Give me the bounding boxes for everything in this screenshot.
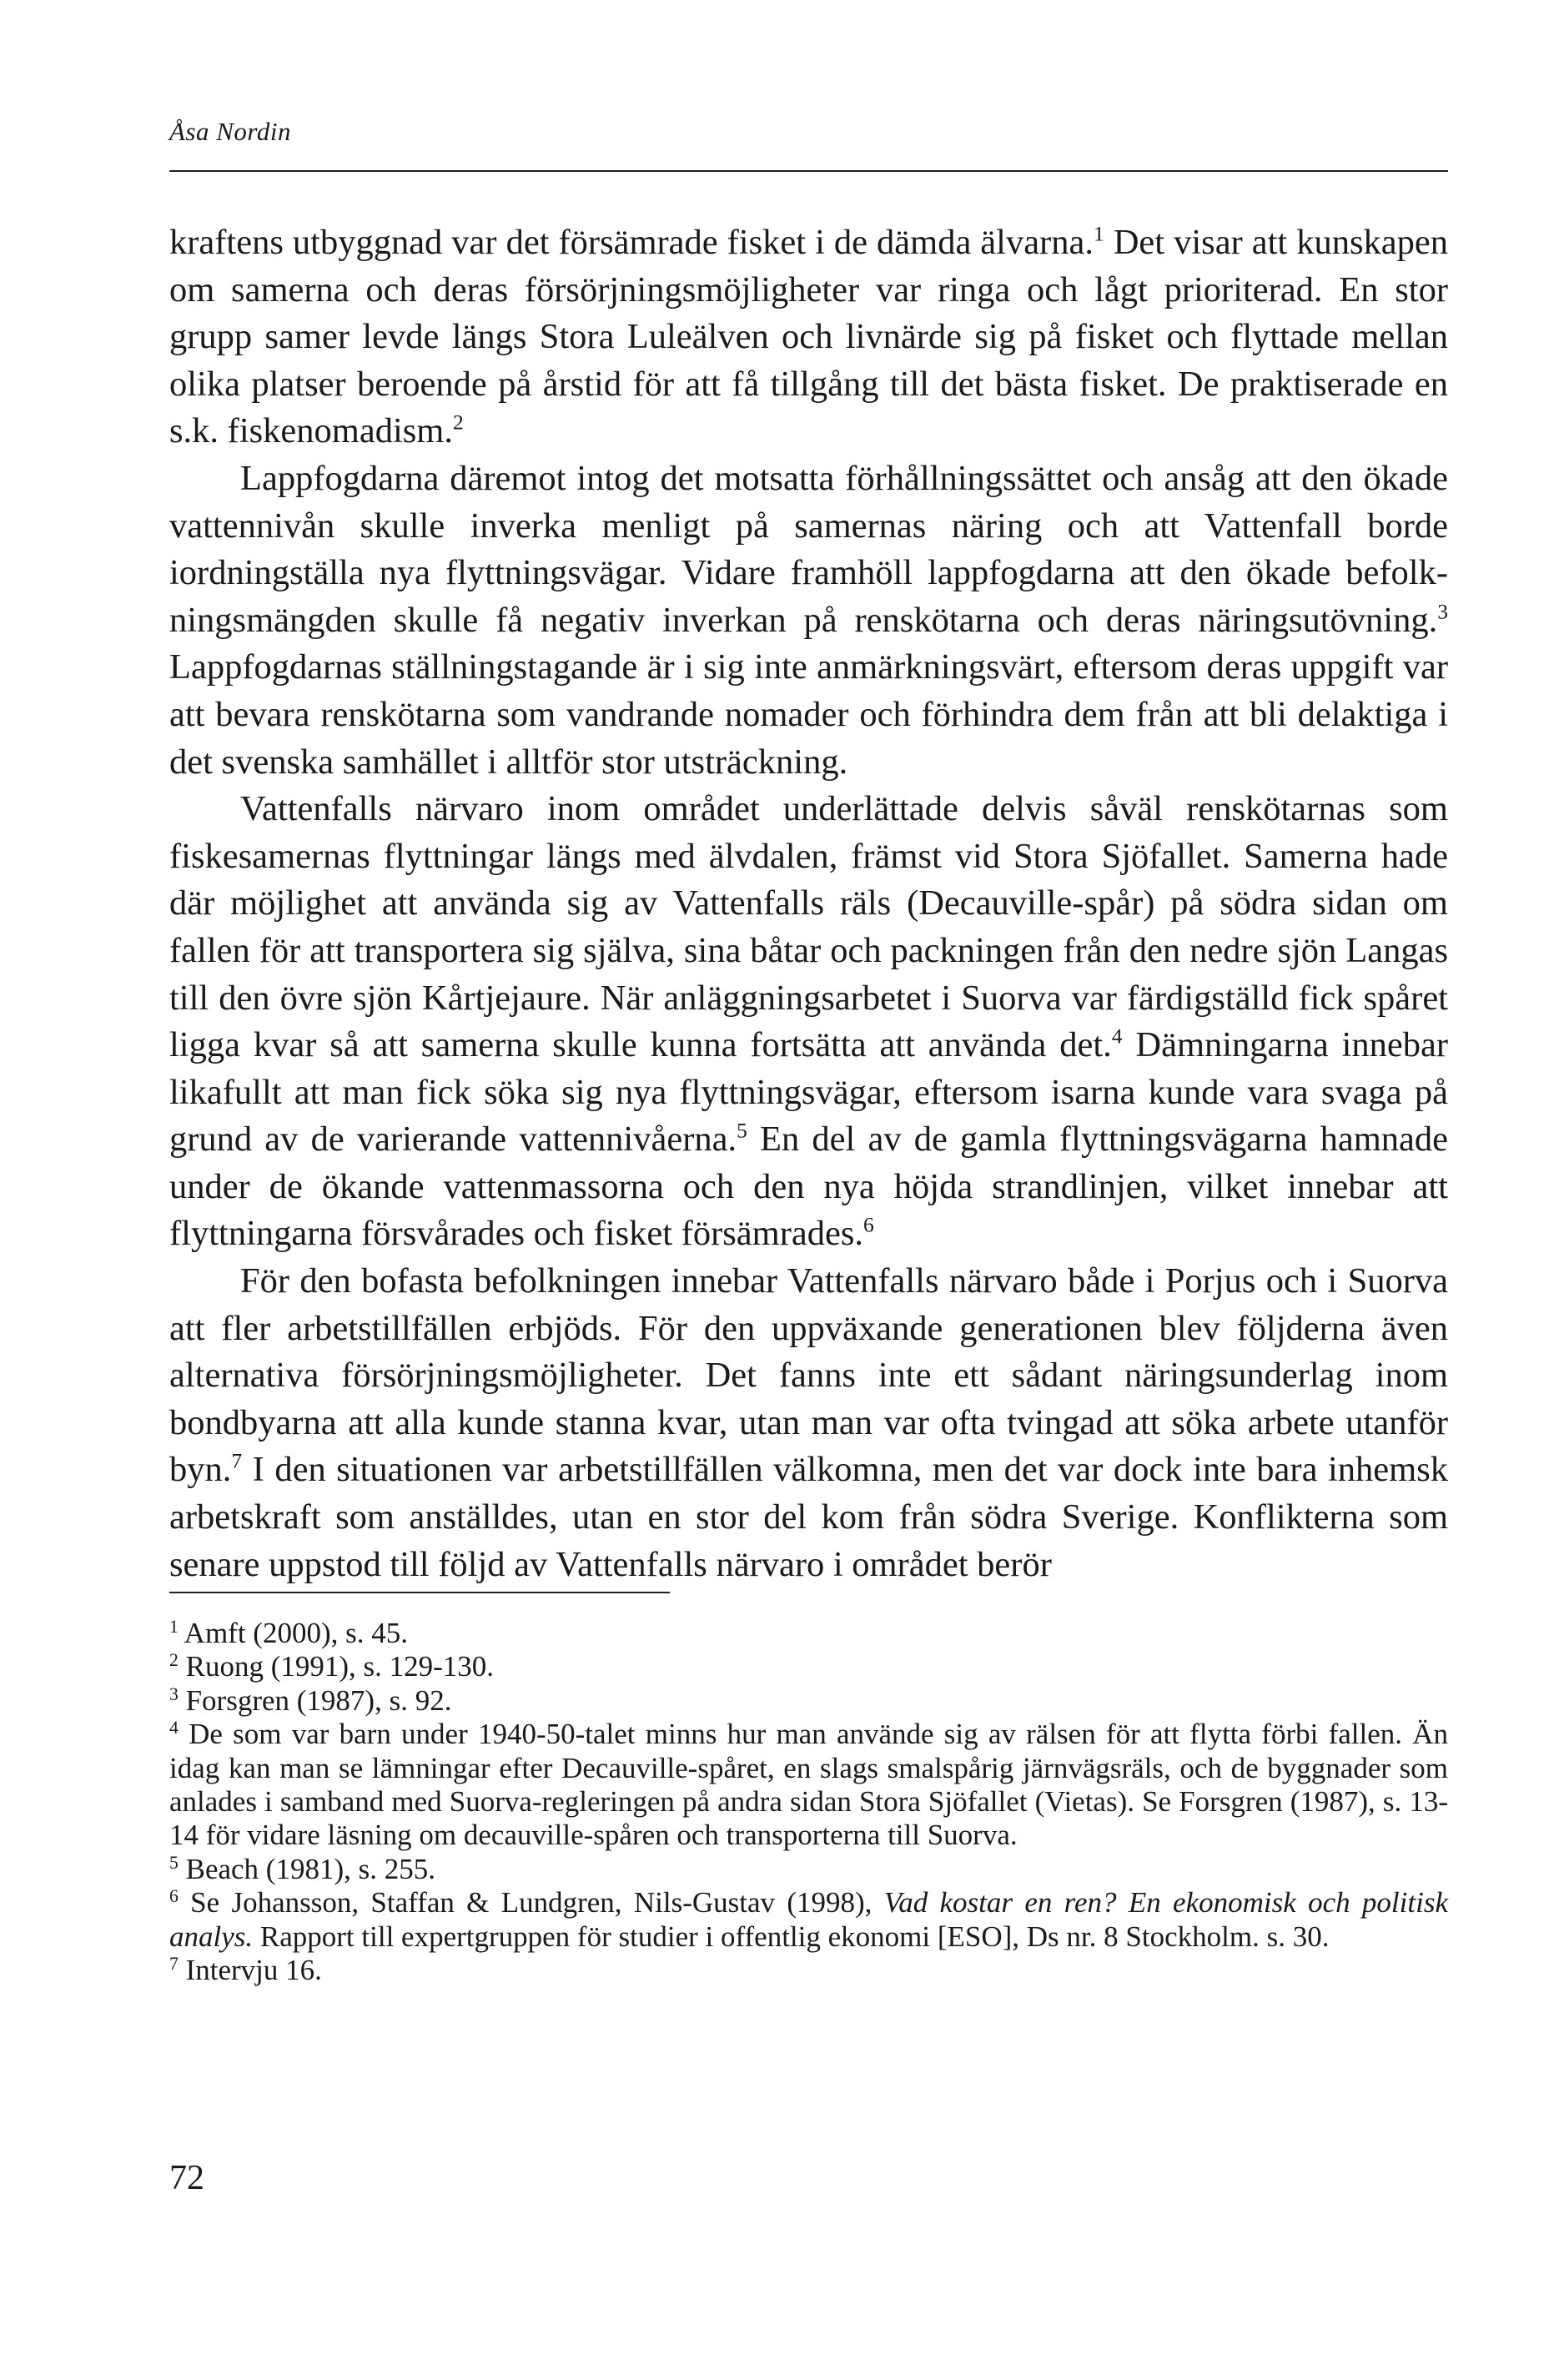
text-run: Lappfogdarna däremot intog det motsatta förhållningssättet och ansåg att den ökade vattennivån skulle inverka menligt på samernas näring och att Vattenfall borde iordningställa nya flyttningsvägar. Vidare framhöll lappfogdarna att den ökade befolkningsmängden skulle få negativ inverkan på renskötarna och deras näringsutövning. xyxy=(169,458,1448,640)
footnote-ref: 3 xyxy=(169,1683,179,1704)
page-number: 72 xyxy=(169,2159,204,2197)
text-run: Forsgren (1987), s. 92. xyxy=(178,1683,452,1717)
footnote-ref: 5 xyxy=(737,1118,747,1143)
paragraph xyxy=(169,219,1448,455)
header-rule xyxy=(169,170,1448,172)
footnote-ref: 6 xyxy=(169,1886,179,1907)
footnote-ref: 5 xyxy=(169,1852,179,1873)
footnotes xyxy=(169,1617,1448,1987)
footnote-ref: 1 xyxy=(169,1617,179,1638)
text-run: kraftens utbyggnad var det försämrade fisket i de dämda älvarna. xyxy=(169,223,1094,262)
text-run: Se Johansson, Staffan & Lundgren, Nils-Gustav (1998), xyxy=(178,1886,884,1920)
footnote-ref: 7 xyxy=(231,1449,243,1474)
paragraph xyxy=(169,455,1448,786)
paragraph xyxy=(169,1258,1448,1588)
paragraph xyxy=(169,786,1448,1258)
footnote xyxy=(169,1684,1448,1718)
footnote-separator xyxy=(169,1592,670,1593)
footnote xyxy=(169,1650,1448,1683)
footnote-ref: 6 xyxy=(863,1213,874,1238)
text-run: Det visar att kunskapen om samerna och deras försörjningsmöjligheter var ringa och lågt prioriterad. En stor grupp samer levde längs Stora Luleälven och livnärde sig på fisket och flyttade mellan olika platser beroende på årstid för att få tillgång till det bästa fisket. De praktiserade en s.k. fiskenomadism. xyxy=(169,223,1448,451)
text-run: Dämningarna innebar likafullt att man fick söka sig nya flyttningsvägar, eftersom isarna kunde vara svaga på grund av de varierande vattennivåerna. xyxy=(169,1025,1448,1160)
running-header-author: Åsa Nordin xyxy=(169,117,291,146)
text-run: Amft (2000), s. 45. xyxy=(178,1617,408,1649)
footnote xyxy=(169,1886,1448,1954)
footnote-ref: 3 xyxy=(1437,599,1448,624)
footnote xyxy=(169,1954,1448,1987)
body-text xyxy=(169,219,1448,1588)
text-run: Beach (1981), s. 255. xyxy=(178,1852,435,1885)
footnote-ref: 4 xyxy=(1111,1024,1123,1049)
text-run: Lappfogdarnas ställningstagande är i sig inte anmärkningsvärt, eftersom deras uppgift var att bevara renskötarna som vandrande nomader och förhindra dem från att bli delaktiga i det svenska samhället i alltför stor utsträckning. xyxy=(169,647,1448,782)
text-run: Intervju 16. xyxy=(178,1954,322,1987)
footnote-ref: 1 xyxy=(1093,221,1104,246)
text-run: En del av de gamla flyttningsvägarna hamnade under de ökande vattenmassorna och den nya höjda strandlinjen, vilket innebar att flyttningarna försvårades och fisket försämrades. xyxy=(169,1120,1448,1254)
footnote xyxy=(169,1718,1448,1853)
footnote-ref: 2 xyxy=(452,410,464,435)
footnote-ref: 7 xyxy=(169,1954,179,1975)
footnote xyxy=(169,1617,1448,1650)
italic-title: Vad kostar en ren? En ekonomisk och politisk analys. xyxy=(169,1886,1448,1953)
footnote-ref: 4 xyxy=(169,1718,179,1738)
text-run: För den bofasta befolkningen innebar Vattenfalls närvaro både i Porjus och i Suorva att fler arbetstillfällen erbjöds. För den uppväxande generationen blev följderna även alternativa försörjningsmöjligheter. Det fanns inte ett sådant näringsunderlag inom bondbyarna att alla kunde stanna kvar, utan man var ofta tvingad att söka arbete utanför byn. xyxy=(169,1261,1448,1490)
footnote-ref: 2 xyxy=(169,1650,179,1671)
text-run: I den situationen var arbetstillfällen välkomna, men det var dock inte bara inhemsk arbetskraft som anställdes, utan en stor del kom från södra Sverige. Konflikterna som senare uppstod till följd av Vattenfalls närvaro i området berör xyxy=(169,1450,1448,1584)
text-run: Rapport till expertgruppen för studier i offentlig ekonomi [ESO], Ds nr. 8 Stockholm. s. 30. xyxy=(253,1920,1330,1953)
text-run: Ruong (1991), s. 129-130. xyxy=(178,1650,495,1683)
footnote xyxy=(169,1853,1448,1886)
text-run: De som var barn under 1940-50-talet minns hur man använde sig av rälsen för att flytta förbi fallen. Än idag kan man se lämningar efter Decauville-spåret, en slags smalspårig järnvägsräls, och de byggnader som anlades i samband med Suorva-regleringen på andra sidan Stora Sjöfallet (Vietas). Se Forsgren (1987), s. 13-14 för vidare läsning om decauville-spåren och transporterna till Suorva. xyxy=(169,1718,1448,1852)
text-run: Vattenfalls närvaro inom området underlättade delvis såväl renskötarnas som fiskesamernas flyttningar längs med älvdalen, främst vid Stora Sjöfallet. Samerna hade där möjlighet att använda sig av Vattenfalls räls (Decauville-spår) på södra sidan om fallen för att transportera sig själva, sina båtar och packningen från den nedre sjön Langas till den övre sjön Kårtjejaure. När anläggningsarbetet i Suorva var färdigställd fick spåret ligga kvar så att samerna skulle kunna fortsätta att använda det. xyxy=(169,789,1448,1065)
